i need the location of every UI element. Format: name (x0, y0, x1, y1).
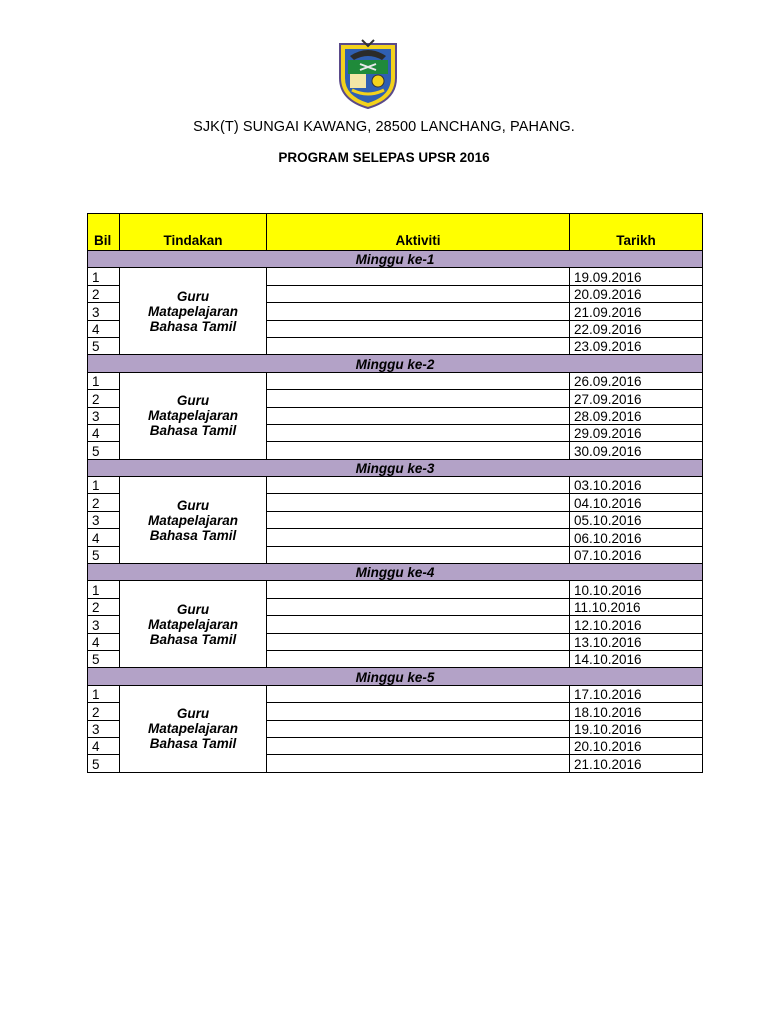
program-title: PROGRAM SELEPAS UPSR 2016 (278, 150, 490, 165)
week-row (88, 459, 703, 476)
tarikh-cell: 18.10.2016 (570, 703, 703, 720)
tarikh-cell: 12.10.2016 (570, 616, 703, 633)
week-label: Minggu ke-3 (88, 459, 703, 476)
bil-cell: 5 (88, 546, 120, 563)
bil-cell: 3 (88, 720, 120, 737)
tarikh-cell: 22.09.2016 (570, 320, 703, 337)
table-row (88, 268, 703, 285)
bil-cell: 4 (88, 424, 120, 441)
tarikh-cell: 17.10.2016 (570, 685, 703, 702)
tindakan-line: Bahasa Tamil (149, 736, 237, 752)
tarikh-cell: 11.10.2016 (570, 598, 703, 615)
column-header-tindakan: Tindakan (120, 214, 267, 251)
school-crest-icon (336, 38, 400, 110)
tarikh-cell: 06.10.2016 (570, 529, 703, 546)
bil-cell: 3 (88, 511, 120, 528)
tindakan-cell (120, 581, 267, 668)
aktiviti-cell (267, 529, 570, 546)
tarikh-cell: 28.09.2016 (570, 407, 703, 424)
column-header-aktiviti: Aktiviti (267, 214, 570, 251)
schedule-table (87, 213, 703, 773)
bil-cell: 2 (88, 598, 120, 615)
aktiviti-cell (267, 633, 570, 650)
bil-cell: 2 (88, 494, 120, 511)
week-row (88, 564, 703, 581)
aktiviti-cell (267, 477, 570, 494)
tindakan-line: Bahasa Tamil (149, 318, 237, 334)
tarikh-cell: 21.09.2016 (570, 303, 703, 320)
tindakan-line: Matapelajaran (147, 721, 239, 737)
bil-cell: 3 (88, 407, 120, 424)
tarikh-cell: 03.10.2016 (570, 477, 703, 494)
aktiviti-cell (267, 616, 570, 633)
aktiviti-cell (267, 407, 570, 424)
tarikh-cell: 07.10.2016 (570, 546, 703, 563)
tarikh-cell: 21.10.2016 (570, 755, 703, 772)
bil-cell: 5 (88, 650, 120, 667)
school-name: SJK(T) SUNGAI KAWANG, 28500 LANCHANG, PAHANG. (193, 119, 575, 135)
tarikh-cell: 19.09.2016 (570, 268, 703, 285)
tarikh-cell: 30.09.2016 (570, 442, 703, 459)
aktiviti-cell (267, 703, 570, 720)
bil-cell: 5 (88, 337, 120, 354)
aktiviti-cell (267, 442, 570, 459)
tindakan-line: Guru (176, 288, 210, 304)
week-row (88, 251, 703, 268)
column-header-bil: Bil (88, 214, 120, 251)
week-label: Minggu ke-4 (88, 564, 703, 581)
tarikh-cell: 20.09.2016 (570, 285, 703, 302)
bil-cell: 5 (88, 755, 120, 772)
aktiviti-cell (267, 268, 570, 285)
aktiviti-cell (267, 737, 570, 754)
bil-cell: 1 (88, 268, 120, 285)
schedule-body (88, 251, 703, 773)
aktiviti-cell (267, 598, 570, 615)
tarikh-cell: 04.10.2016 (570, 494, 703, 511)
column-header-tarikh: Tarikh (570, 214, 703, 251)
tarikh-cell: 13.10.2016 (570, 633, 703, 650)
bil-cell: 4 (88, 320, 120, 337)
tarikh-cell: 05.10.2016 (570, 511, 703, 528)
table-row (88, 477, 703, 494)
tindakan-line: Matapelajaran (147, 408, 239, 424)
bil-cell: 3 (88, 616, 120, 633)
bil-cell: 5 (88, 442, 120, 459)
tindakan-cell (120, 268, 267, 355)
week-label: Minggu ke-5 (88, 668, 703, 685)
tindakan-cell (120, 685, 267, 772)
bil-cell: 1 (88, 372, 120, 389)
aktiviti-cell (267, 320, 570, 337)
bil-cell: 1 (88, 477, 120, 494)
tindakan-line: Bahasa Tamil (149, 527, 237, 543)
bil-cell: 4 (88, 737, 120, 754)
bil-cell: 2 (88, 390, 120, 407)
week-label: Minggu ke-2 (88, 355, 703, 372)
week-row (88, 668, 703, 685)
table-row (88, 685, 703, 702)
table-row (88, 581, 703, 598)
tarikh-cell: 27.09.2016 (570, 390, 703, 407)
table-row (88, 372, 703, 389)
tarikh-cell: 29.09.2016 (570, 424, 703, 441)
bil-cell: 1 (88, 685, 120, 702)
aktiviti-cell (267, 581, 570, 598)
tindakan-line: Guru (176, 706, 210, 722)
tarikh-cell: 14.10.2016 (570, 650, 703, 667)
tindakan-line: Bahasa Tamil (149, 631, 237, 647)
aktiviti-cell (267, 390, 570, 407)
aktiviti-cell (267, 285, 570, 302)
tarikh-cell: 10.10.2016 (570, 581, 703, 598)
tarikh-cell: 20.10.2016 (570, 737, 703, 754)
tindakan-line: Matapelajaran (147, 512, 239, 528)
bil-cell: 4 (88, 633, 120, 650)
aktiviti-cell (267, 546, 570, 563)
tarikh-cell: 23.09.2016 (570, 337, 703, 354)
aktiviti-cell (267, 337, 570, 354)
tindakan-line: Guru (176, 497, 210, 513)
bil-cell: 3 (88, 303, 120, 320)
bil-cell: 2 (88, 703, 120, 720)
tindakan-line: Matapelajaran (147, 616, 239, 632)
tarikh-cell: 26.09.2016 (570, 372, 703, 389)
bil-cell: 4 (88, 529, 120, 546)
aktiviti-cell (267, 303, 570, 320)
aktiviti-cell (267, 755, 570, 772)
table-header-row (88, 214, 703, 251)
week-row (88, 355, 703, 372)
aktiviti-cell (267, 494, 570, 511)
tindakan-line: Guru (176, 393, 210, 409)
tindakan-line: Matapelajaran (147, 303, 239, 319)
aktiviti-cell (267, 685, 570, 702)
aktiviti-cell (267, 650, 570, 667)
tindakan-line: Bahasa Tamil (149, 423, 237, 439)
bil-cell: 2 (88, 285, 120, 302)
tindakan-cell (120, 477, 267, 564)
aktiviti-cell (267, 511, 570, 528)
aktiviti-cell (267, 720, 570, 737)
tarikh-cell: 19.10.2016 (570, 720, 703, 737)
aktiviti-cell (267, 424, 570, 441)
tindakan-cell (120, 372, 267, 459)
bil-cell: 1 (88, 581, 120, 598)
week-label: Minggu ke-1 (88, 251, 703, 268)
aktiviti-cell (267, 372, 570, 389)
tindakan-line: Guru (176, 601, 210, 617)
